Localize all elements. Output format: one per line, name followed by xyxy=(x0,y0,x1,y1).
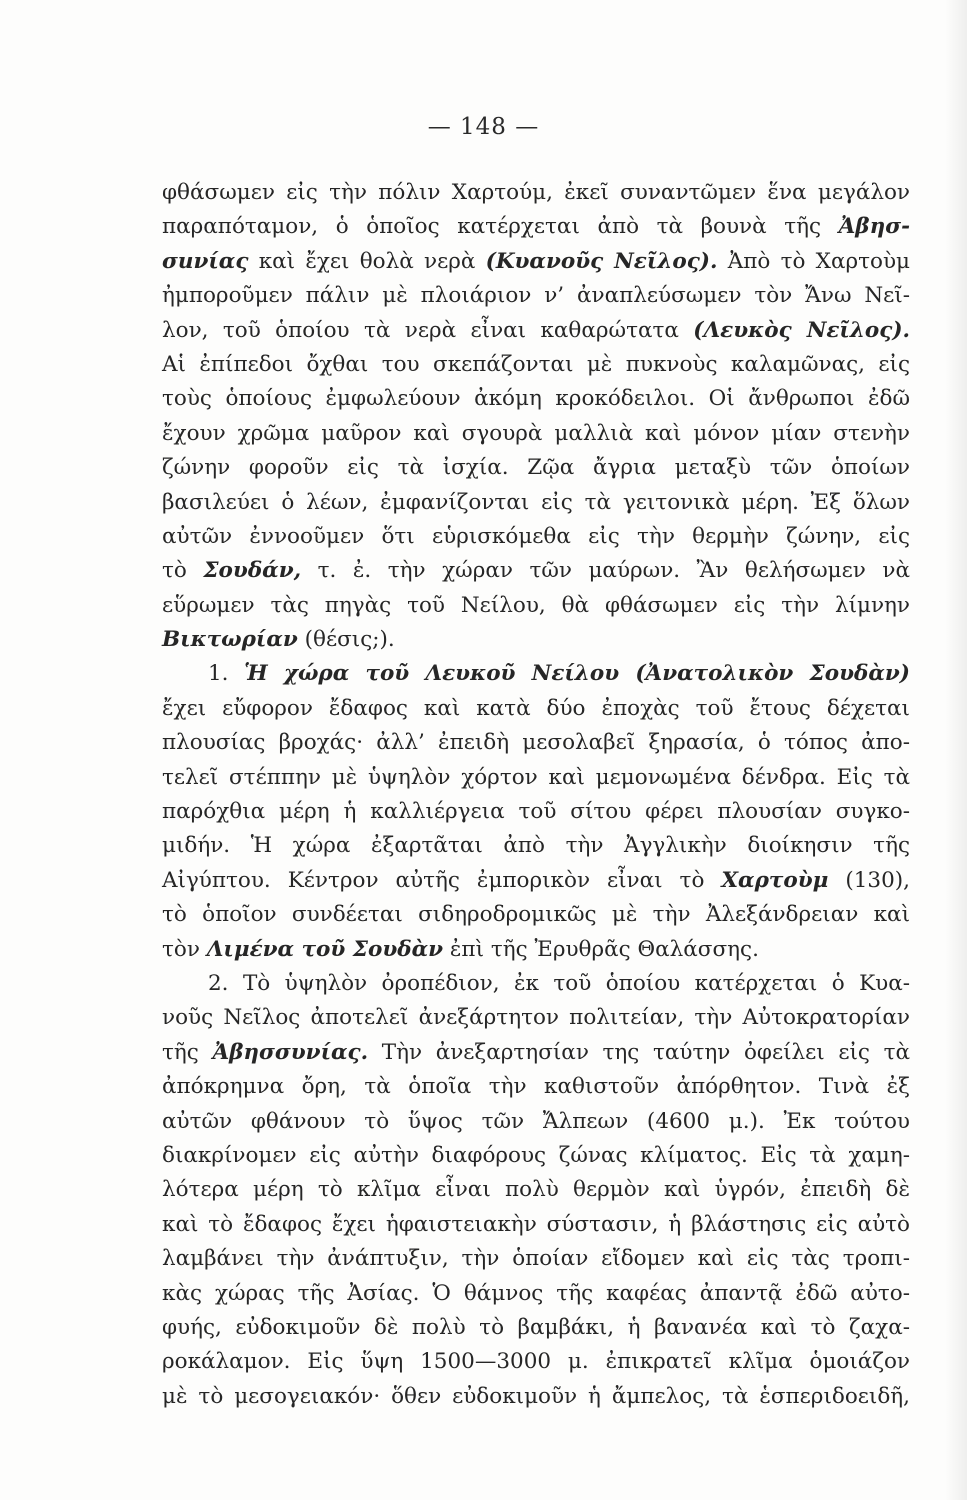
text-segment: τῆς xyxy=(162,1039,213,1065)
text-segment: αὐτῶν ἐννοοῦμεν ὅτι εὑρισκόμεθα εἰς τὴν θερμὴν ζώνην, εἰς xyxy=(162,523,910,549)
text-segment: Ἀπὸ τὸ Χαρτοὺμ xyxy=(717,248,911,274)
text-line xyxy=(162,657,910,691)
text-line xyxy=(162,417,910,451)
text-segment: λον, τοῦ ὁποίου τὰ νερὰ εἶναι καθαρώτατα xyxy=(162,317,694,343)
text-line xyxy=(162,1173,910,1207)
text-line xyxy=(162,1345,910,1379)
emphasized-term: Σουδάν, xyxy=(203,558,302,584)
emphasized-term: Ἀβησ- xyxy=(838,214,910,240)
text-segment: 2. Τὸ ὑψηλὸν ὀροπέδιον, ἐκ τοῦ ὁποίου κατέρχεται ὁ Κυα- xyxy=(208,970,910,996)
text-line xyxy=(162,829,910,863)
text-line xyxy=(162,589,910,623)
text-line xyxy=(162,1070,910,1104)
text-line xyxy=(162,1208,910,1242)
text-line xyxy=(162,1036,910,1070)
text-segment: διακρίνομεν εἰς αὐτὴν διαφόρους ζώνας κλίματος. Εἰς τὰ χαμη- xyxy=(162,1142,910,1168)
text-line xyxy=(162,1380,910,1414)
text-segment: μιδήν. Ἡ χώρα ἐξαρτᾶται ἀπὸ τὴν Ἀγγλικὴν διοίκησιν τῆς xyxy=(162,833,910,859)
text-line xyxy=(162,451,910,485)
text-segment: εὕρωμεν τὰς πηγὰς τοῦ Νείλου, θὰ φθάσωμεν εἰς τὴν λίμνην xyxy=(162,592,910,618)
text-segment: τὸ xyxy=(162,558,204,584)
text-line xyxy=(162,486,910,520)
text-segment: λαμβάνει τὴν ἀνάπτυξιν, τὴν ὁποίαν εἴδομεν καὶ εἰς τὰς τροπι- xyxy=(162,1246,910,1272)
text-line xyxy=(162,279,910,313)
text-segment: νοῦς Νεῖλος ἀποτελεῖ ἀνεξάρτητον πολιτείαν, τὴν Αὐτοκρατορίαν xyxy=(162,1005,910,1031)
text-segment: φυής, εὐδοκιμοῦν δὲ πολὺ τὸ βαμβάκι, ἡ βανανέα καὶ τὸ ζαχα- xyxy=(162,1314,910,1340)
text-segment: ἀπόκρημνα ὄρη, τὰ ὁποῖα τὴν καθιστοῦν ἀπόρθητον. Τινὰ ἐξ xyxy=(162,1074,910,1100)
text-line xyxy=(162,176,910,210)
text-segment: (130), xyxy=(828,867,910,893)
text-line xyxy=(162,210,910,244)
text-segment: ἠμποροῦμεν πάλιν μὲ πλοιάριον ν’ ἀναπλεύσωμεν τὸν Ἄνω Νεῖ- xyxy=(162,283,910,309)
page-edge-shadow xyxy=(945,0,967,1500)
emphasized-term: Ἡ χώρα τοῦ Λευκοῦ Νείλου (Ἀνατολικὸν Σουδὰν) xyxy=(244,661,910,687)
text-line xyxy=(162,1105,910,1139)
text-segment: ζώνην φοροῦν εἰς τὰ ἰσχία. Ζῷα ἄγρια μεταξὺ τῶν ὁποίων xyxy=(162,455,910,481)
emphasized-term: Βικτωρίαν xyxy=(162,627,298,653)
text-segment: πλουσίας βροχάς· ἀλλ’ ἐπειδὴ μεσολαβεῖ ξηρασία, ὁ τόπος ἀπο- xyxy=(162,730,910,756)
text-segment: ἐπὶ τῆς Ἐρυθρᾶς Θαλάσσης. xyxy=(443,936,759,962)
body-text xyxy=(162,176,910,1414)
text-line xyxy=(162,348,910,382)
text-segment: ροκάλαμον. Εἰς ὕψη 1500—3000 μ. ἐπικρατεῖ κλῖμα ὁμοιάζον xyxy=(162,1349,910,1375)
text-segment: Αἱ ἐπίπεδοι ὄχθαι του σκεπάζονται μὲ πυκνοὺς καλαμῶνας, εἰς xyxy=(162,351,910,377)
text-segment: τὸν xyxy=(162,936,207,962)
text-line xyxy=(162,520,910,554)
text-segment: ἔχουν χρῶμα μαῦρον καὶ σγουρὰ μαλλιὰ καὶ μόνον μίαν στενὴν xyxy=(162,420,910,446)
text-segment: καὶ ἔχει θολὰ νερὰ xyxy=(248,248,486,274)
text-segment: φθάσωμεν εἰς τὴν πόλιν Χαρτούμ, ἐκεῖ συναντῶμεν ἕνα μεγάλον xyxy=(162,180,910,205)
text-line xyxy=(162,1001,910,1035)
text-segment: αὐτῶν φθάνουν τὸ ὕψος τῶν Ἄλπεων (4600 μ.). Ἐκ τούτου xyxy=(162,1108,910,1134)
text-line xyxy=(162,1277,910,1311)
text-line xyxy=(162,967,910,1001)
text-segment: παρόχθια μέρη ἡ καλλιέργεια τοῦ σίτου φέρει πλουσίαν συγκο- xyxy=(162,799,910,825)
text-segment: παραπόταμον, ὁ ὁποῖος κατέρχεται ἀπὸ τὰ βουνὰ τῆς xyxy=(162,214,839,240)
text-segment: (θέσις;). xyxy=(297,627,395,653)
text-line xyxy=(162,623,910,657)
text-line xyxy=(162,933,910,967)
text-line xyxy=(162,1242,910,1276)
emphasized-term: Ἀβησσυνίας. xyxy=(212,1039,369,1065)
text-segment: Αἰγύπτου. Κέντρον αὐτῆς ἐμπορικὸν εἶναι τὸ xyxy=(162,867,722,893)
text-segment: βασιλεύει ὁ λέων, ἐμφανίζονται εἰς τὰ γειτονικὰ μέρη. Ἐξ ὅλων xyxy=(162,489,910,515)
text-segment: καὶ τὸ ἔδαφος ἔχει ἡφαιστειακὴν σύστασιν, ἡ βλάστησις εἰς αὐτὸ xyxy=(162,1211,910,1237)
text-line xyxy=(162,382,910,416)
text-segment: τελεῖ στέππην μὲ ὑψηλὸν χόρτον καὶ μεμονωμένα δένδρα. Εἰς τὰ xyxy=(162,764,910,790)
text-segment: κὰς χώρας τῆς Ἀσίας. Ὁ θάμνος τῆς καφέας ἀπαντᾷ ἐδῶ αὐτο- xyxy=(162,1280,910,1306)
text-segment: 1. xyxy=(208,661,245,687)
text-segment: τ. ἐ. τὴν χώραν τῶν μαύρων. Ἂν θελήσωμεν νὰ xyxy=(301,558,910,584)
text-segment: τοὺς ὁποίους ἐμφωλεύουν ἀκόμη κροκόδειλοι. Οἱ ἄνθρωποι ἐδῶ xyxy=(162,386,910,412)
text-line xyxy=(162,761,910,795)
text-line xyxy=(162,1311,910,1345)
text-line xyxy=(162,898,910,932)
text-segment: ἔχει εὔφορον ἔδαφος καὶ κατὰ δύο ἐποχὰς τοῦ ἔτους δέχεται xyxy=(162,695,910,721)
text-line xyxy=(162,864,910,898)
emphasized-term: Λιμένα τοῦ Σουδὰν xyxy=(206,936,444,962)
text-line xyxy=(162,726,910,760)
text-segment: λότερα μέρη τὸ κλῖμα εἶναι πολὺ θερμὸν καὶ ὑγρόν, ἐπειδὴ δὲ xyxy=(162,1177,910,1203)
emphasized-term: (Κυανοῦς Νεῖλος). xyxy=(485,248,718,274)
text-line xyxy=(162,245,910,279)
emphasized-term: (Λευκὸς Νεῖλος). xyxy=(693,317,910,343)
emphasized-term: Χαρτοὺμ xyxy=(721,867,829,893)
page-number: — 148 — xyxy=(427,114,540,140)
text-segment: τὸ ὁποῖον συνδέεται σιδηροδρομικῶς μὲ τὴν Ἀλεξάνδρειαν καὶ xyxy=(162,902,910,928)
text-segment: Τὴν ἀνεξαρτησίαν της ταύτην ὀφείλει εἰς τὰ xyxy=(368,1039,911,1065)
emphasized-term: σuνίας xyxy=(162,248,249,274)
text-line xyxy=(162,554,910,588)
text-line xyxy=(162,795,910,829)
text-line xyxy=(162,314,910,348)
text-segment: μὲ τὸ μεσογειακόν· ὅθεν εὐδοκιμοῦν ἡ ἄμπελος, τὰ ἑσπεριδοειδῆ, xyxy=(162,1383,910,1409)
text-line xyxy=(162,1139,910,1173)
text-line xyxy=(162,692,910,726)
